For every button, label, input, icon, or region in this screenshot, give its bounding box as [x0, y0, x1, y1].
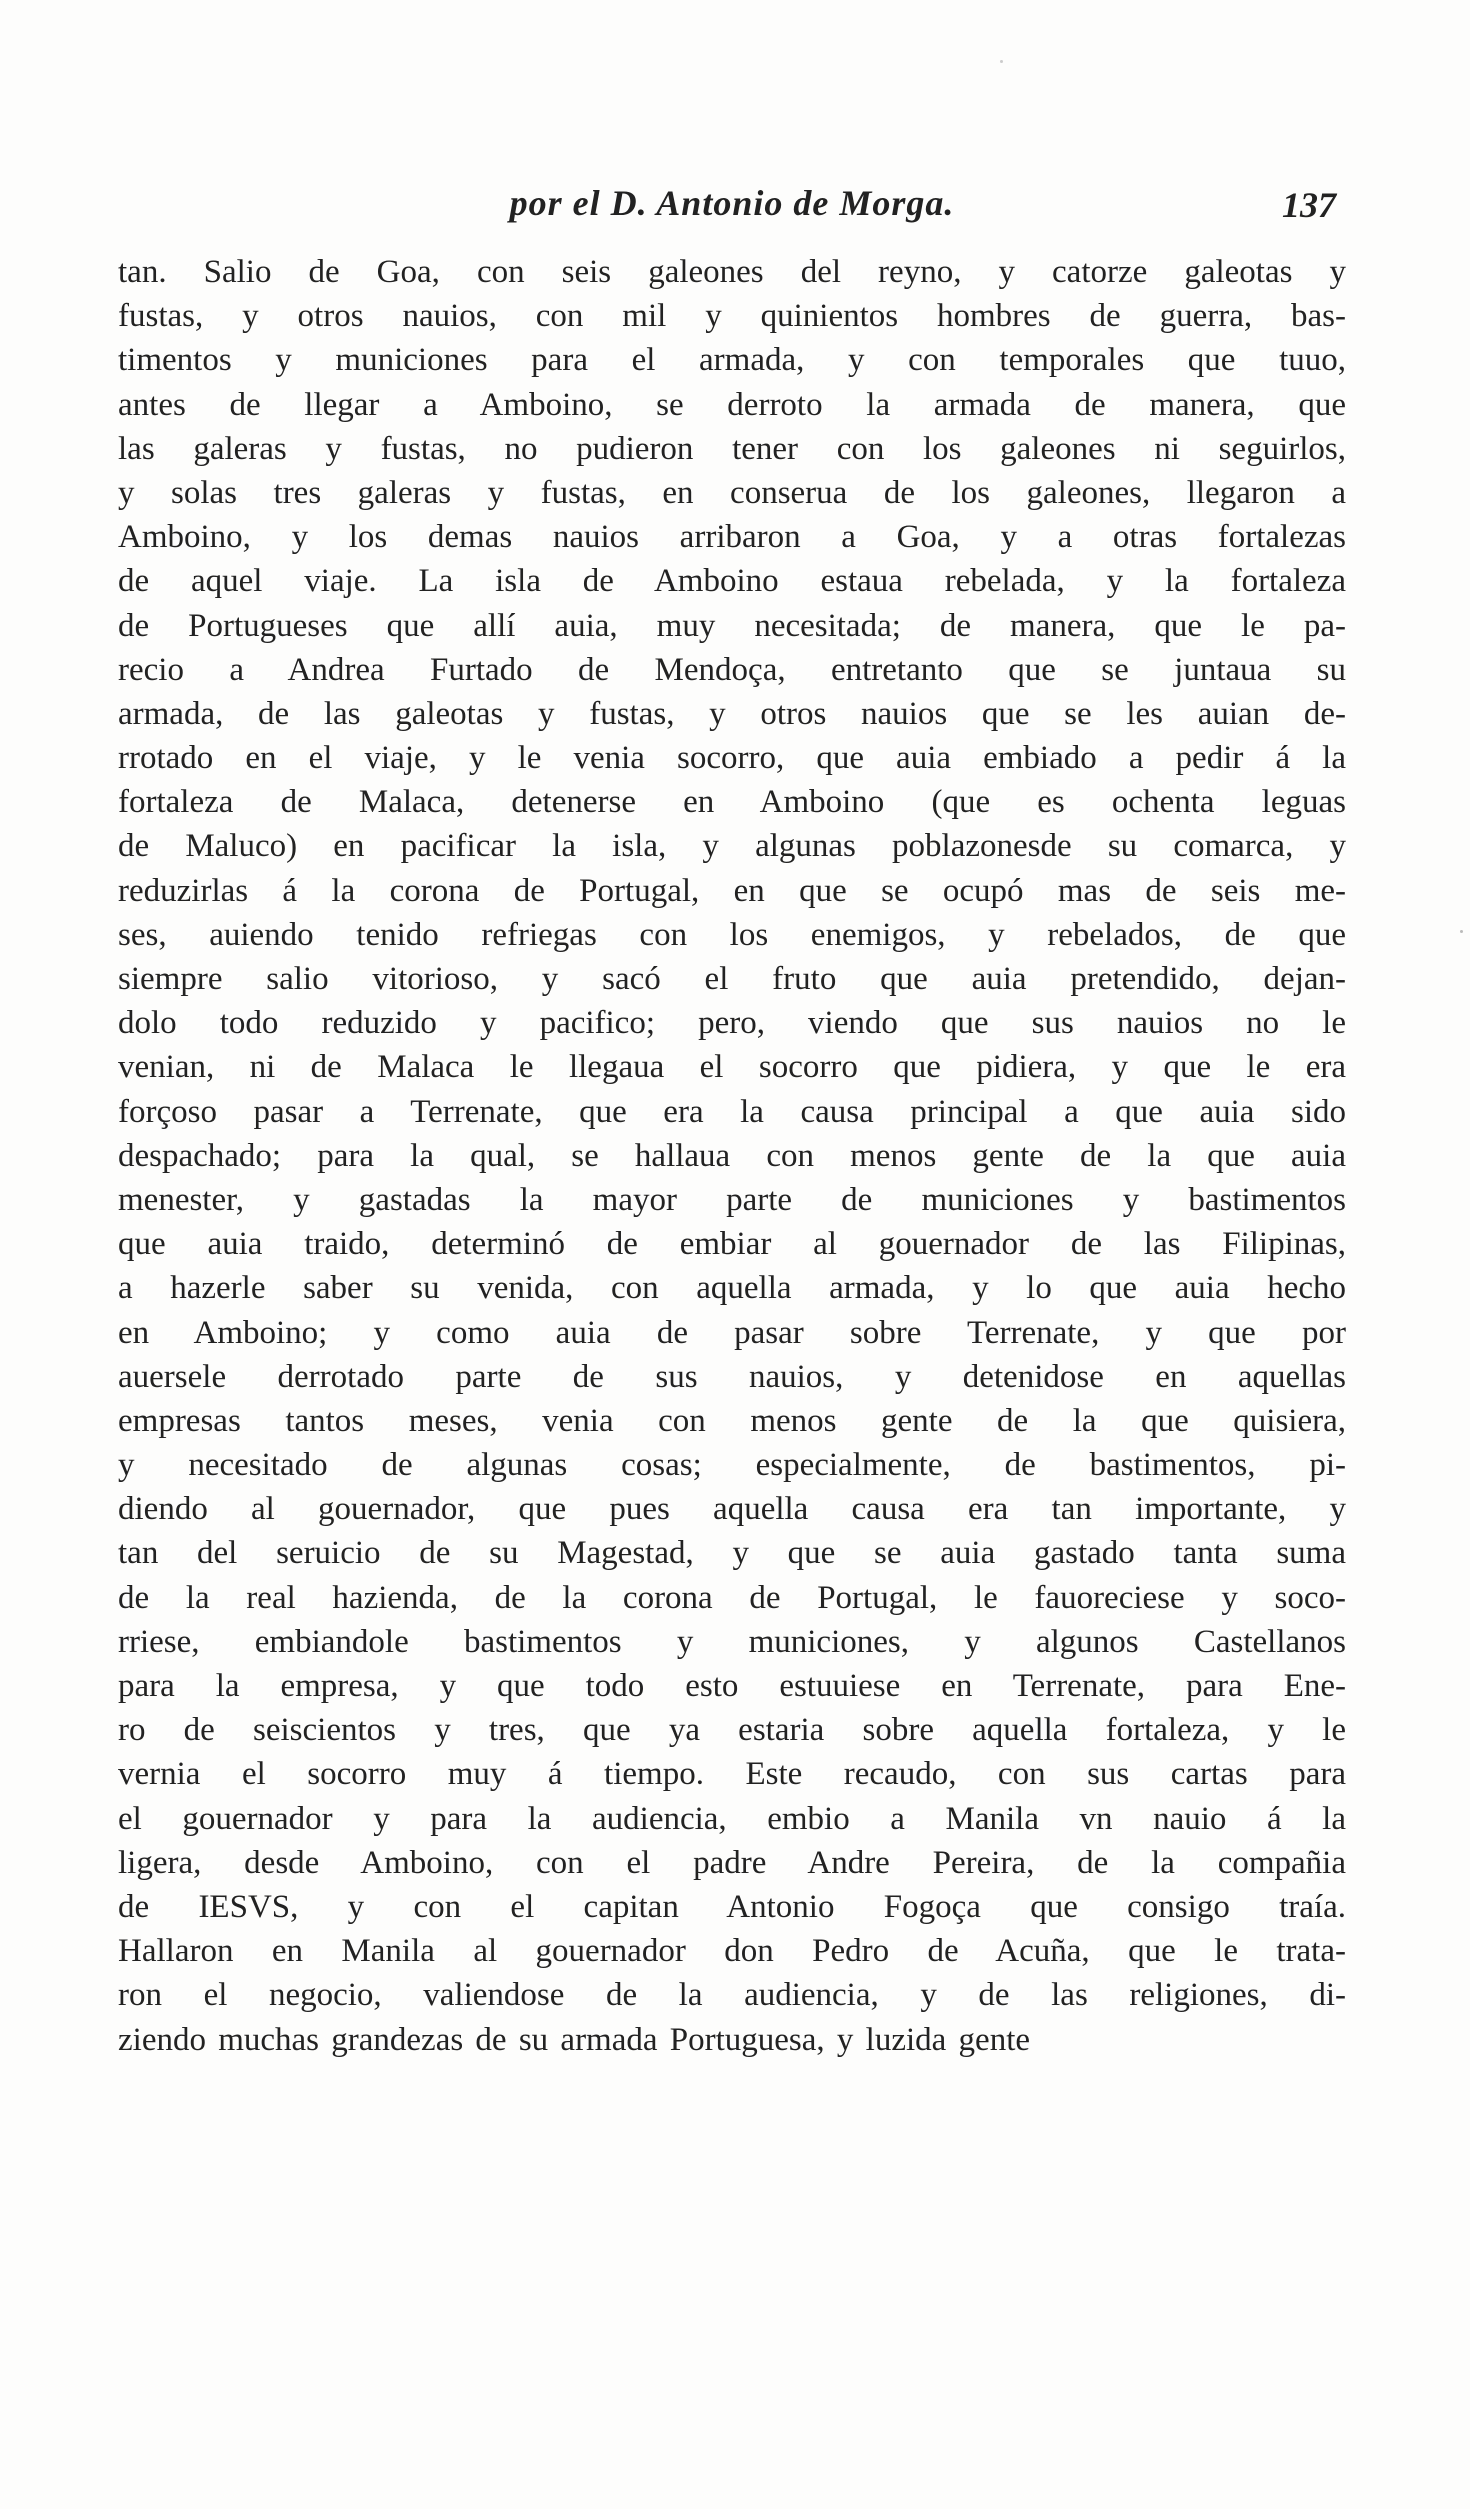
text-line: de la real hazienda, de la corona de Portugal, le fauoreciese y soco-: [118, 1579, 1346, 1616]
text-line: para la empresa, y que todo esto estuuiese en Terrenate, para Ene-: [118, 1668, 1346, 1704]
text-line: ziendo muchas grandezas de su armada Portuguesa, y luzida gente: [118, 2021, 1031, 2058]
text-line: y solas tres galeras y fustas, en conserua de los galeones, llegaron a: [118, 474, 1346, 511]
text-line: recio a Andrea Furtado de Mendoça, entretanto que se juntaua su: [118, 651, 1346, 688]
paper-speck: [1000, 60, 1003, 63]
text-line: dolo todo reduzido y pacifico; pero, viendo que sus nauios no le: [118, 1005, 1346, 1042]
text-line: forçoso pasar a Terrenate, que era la causa principal a que auia sido: [118, 1093, 1346, 1130]
text-line: que auia traido, determinó de embiar al gouernador de las Filipinas,: [118, 1226, 1346, 1263]
page-number: 137: [1282, 185, 1336, 225]
text-line: de Portugueses que allí auia, muy necesitada; de manera, que le pa-: [118, 607, 1346, 644]
text-line: rrotado en el viaje, y le venia socorro, que auia embiado a pedir á la: [118, 740, 1346, 777]
text-line: tan. Salio de Goa, con seis galeones del reyno, y catorze galeotas y: [118, 254, 1346, 290]
text-line: antes de llegar a Amboino, se derroto la armada de manera, que: [118, 386, 1346, 423]
text-line: de IESVS, y con el capitan Antonio Fogoça que consigo traía.: [118, 1888, 1346, 1925]
paper-speck: [1460, 930, 1463, 933]
text-line: auersele derrotado parte de sus nauios, y detenidose en aquellas: [118, 1358, 1346, 1395]
text-line: rriese, embiandole bastimentos y municiones, y algunos Castellanos: [118, 1623, 1346, 1660]
body-text: [118, 250, 1346, 2062]
text-line: de Maluco) en pacificar la isla, y algunas poblazonesde su comarca, y: [118, 828, 1346, 865]
text-line: en Amboino; y como auia de pasar sobre Terrenate, y que por: [118, 1314, 1346, 1351]
text-line: tan del seruicio de su Magestad, y que se auia gastado tanta suma: [118, 1535, 1346, 1572]
text-line: Hallaron en Manila al gouernador don Pedro de Acuña, que le trata-: [118, 1933, 1346, 1970]
text-line: ligera, desde Amboino, con el padre Andre Pereira, de la compañia: [118, 1844, 1346, 1881]
text-line: fortaleza de Malaca, detenerse en Amboino (que es ochenta leguas: [118, 784, 1346, 821]
text-line: ron el negocio, valiendose de la audiencia, y de las religiones, di-: [118, 1977, 1346, 2014]
text-line: timentos y municiones para el armada, y con temporales que tuuo,: [118, 342, 1346, 379]
text-line: diendo al gouernador, que pues aquella causa era tan importante, y: [118, 1491, 1346, 1528]
text-line: de aquel viaje. La isla de Amboino estaua rebelada, y la fortaleza: [118, 563, 1346, 600]
running-head: [118, 182, 1346, 232]
text-line: despachado; para la qual, se hallaua con menos gente de la que auia: [118, 1137, 1346, 1174]
text-line: a hazerle saber su venida, con aquella armada, y lo que auia hecho: [118, 1270, 1346, 1307]
text-line: reduzirlas á la corona de Portugal, en que se ocupó mas de seis me-: [118, 872, 1346, 909]
text-line: venian, ni de Malaca le llegaua el socorro que pidiera, y que le era: [118, 1049, 1346, 1086]
text-line: fustas, y otros nauios, con mil y quinientos hombres de guerra, bas-: [118, 298, 1346, 335]
text-line: empresas tantos meses, venia con menos gente de la que quisiera,: [118, 1402, 1346, 1439]
text-line: ro de seiscientos y tres, que ya estaria sobre aquella fortaleza, y le: [118, 1712, 1346, 1749]
text-line: Amboino, y los demas nauios arribaron a Goa, y a otras fortalezas: [118, 519, 1346, 556]
text-line: armada, de las galeotas y fustas, y otros nauios que se les auian de-: [118, 695, 1346, 732]
text-line: vernia el socorro muy á tiempo. Este recaudo, con sus cartas para: [118, 1756, 1346, 1793]
text-line: las galeras y fustas, no pudieron tener con los galeones ni seguirlos,: [118, 430, 1346, 467]
text-line: menester, y gastadas la mayor parte de municiones y bastimentos: [118, 1181, 1346, 1218]
text-line: el gouernador y para la audiencia, embio a Manila vn nauio á la: [118, 1800, 1346, 1837]
text-line: ses, auiendo tenido refriegas con los enemigos, y rebelados, de que: [118, 916, 1346, 953]
running-head-title: por el D. Antonio de Morga.: [509, 183, 955, 223]
text-line: siempre salio vitorioso, y sacó el fruto que auia pretendido, dejan-: [118, 961, 1346, 997]
text-line: y necesitado de algunas cosas; especialmente, de bastimentos, pi-: [118, 1447, 1346, 1484]
